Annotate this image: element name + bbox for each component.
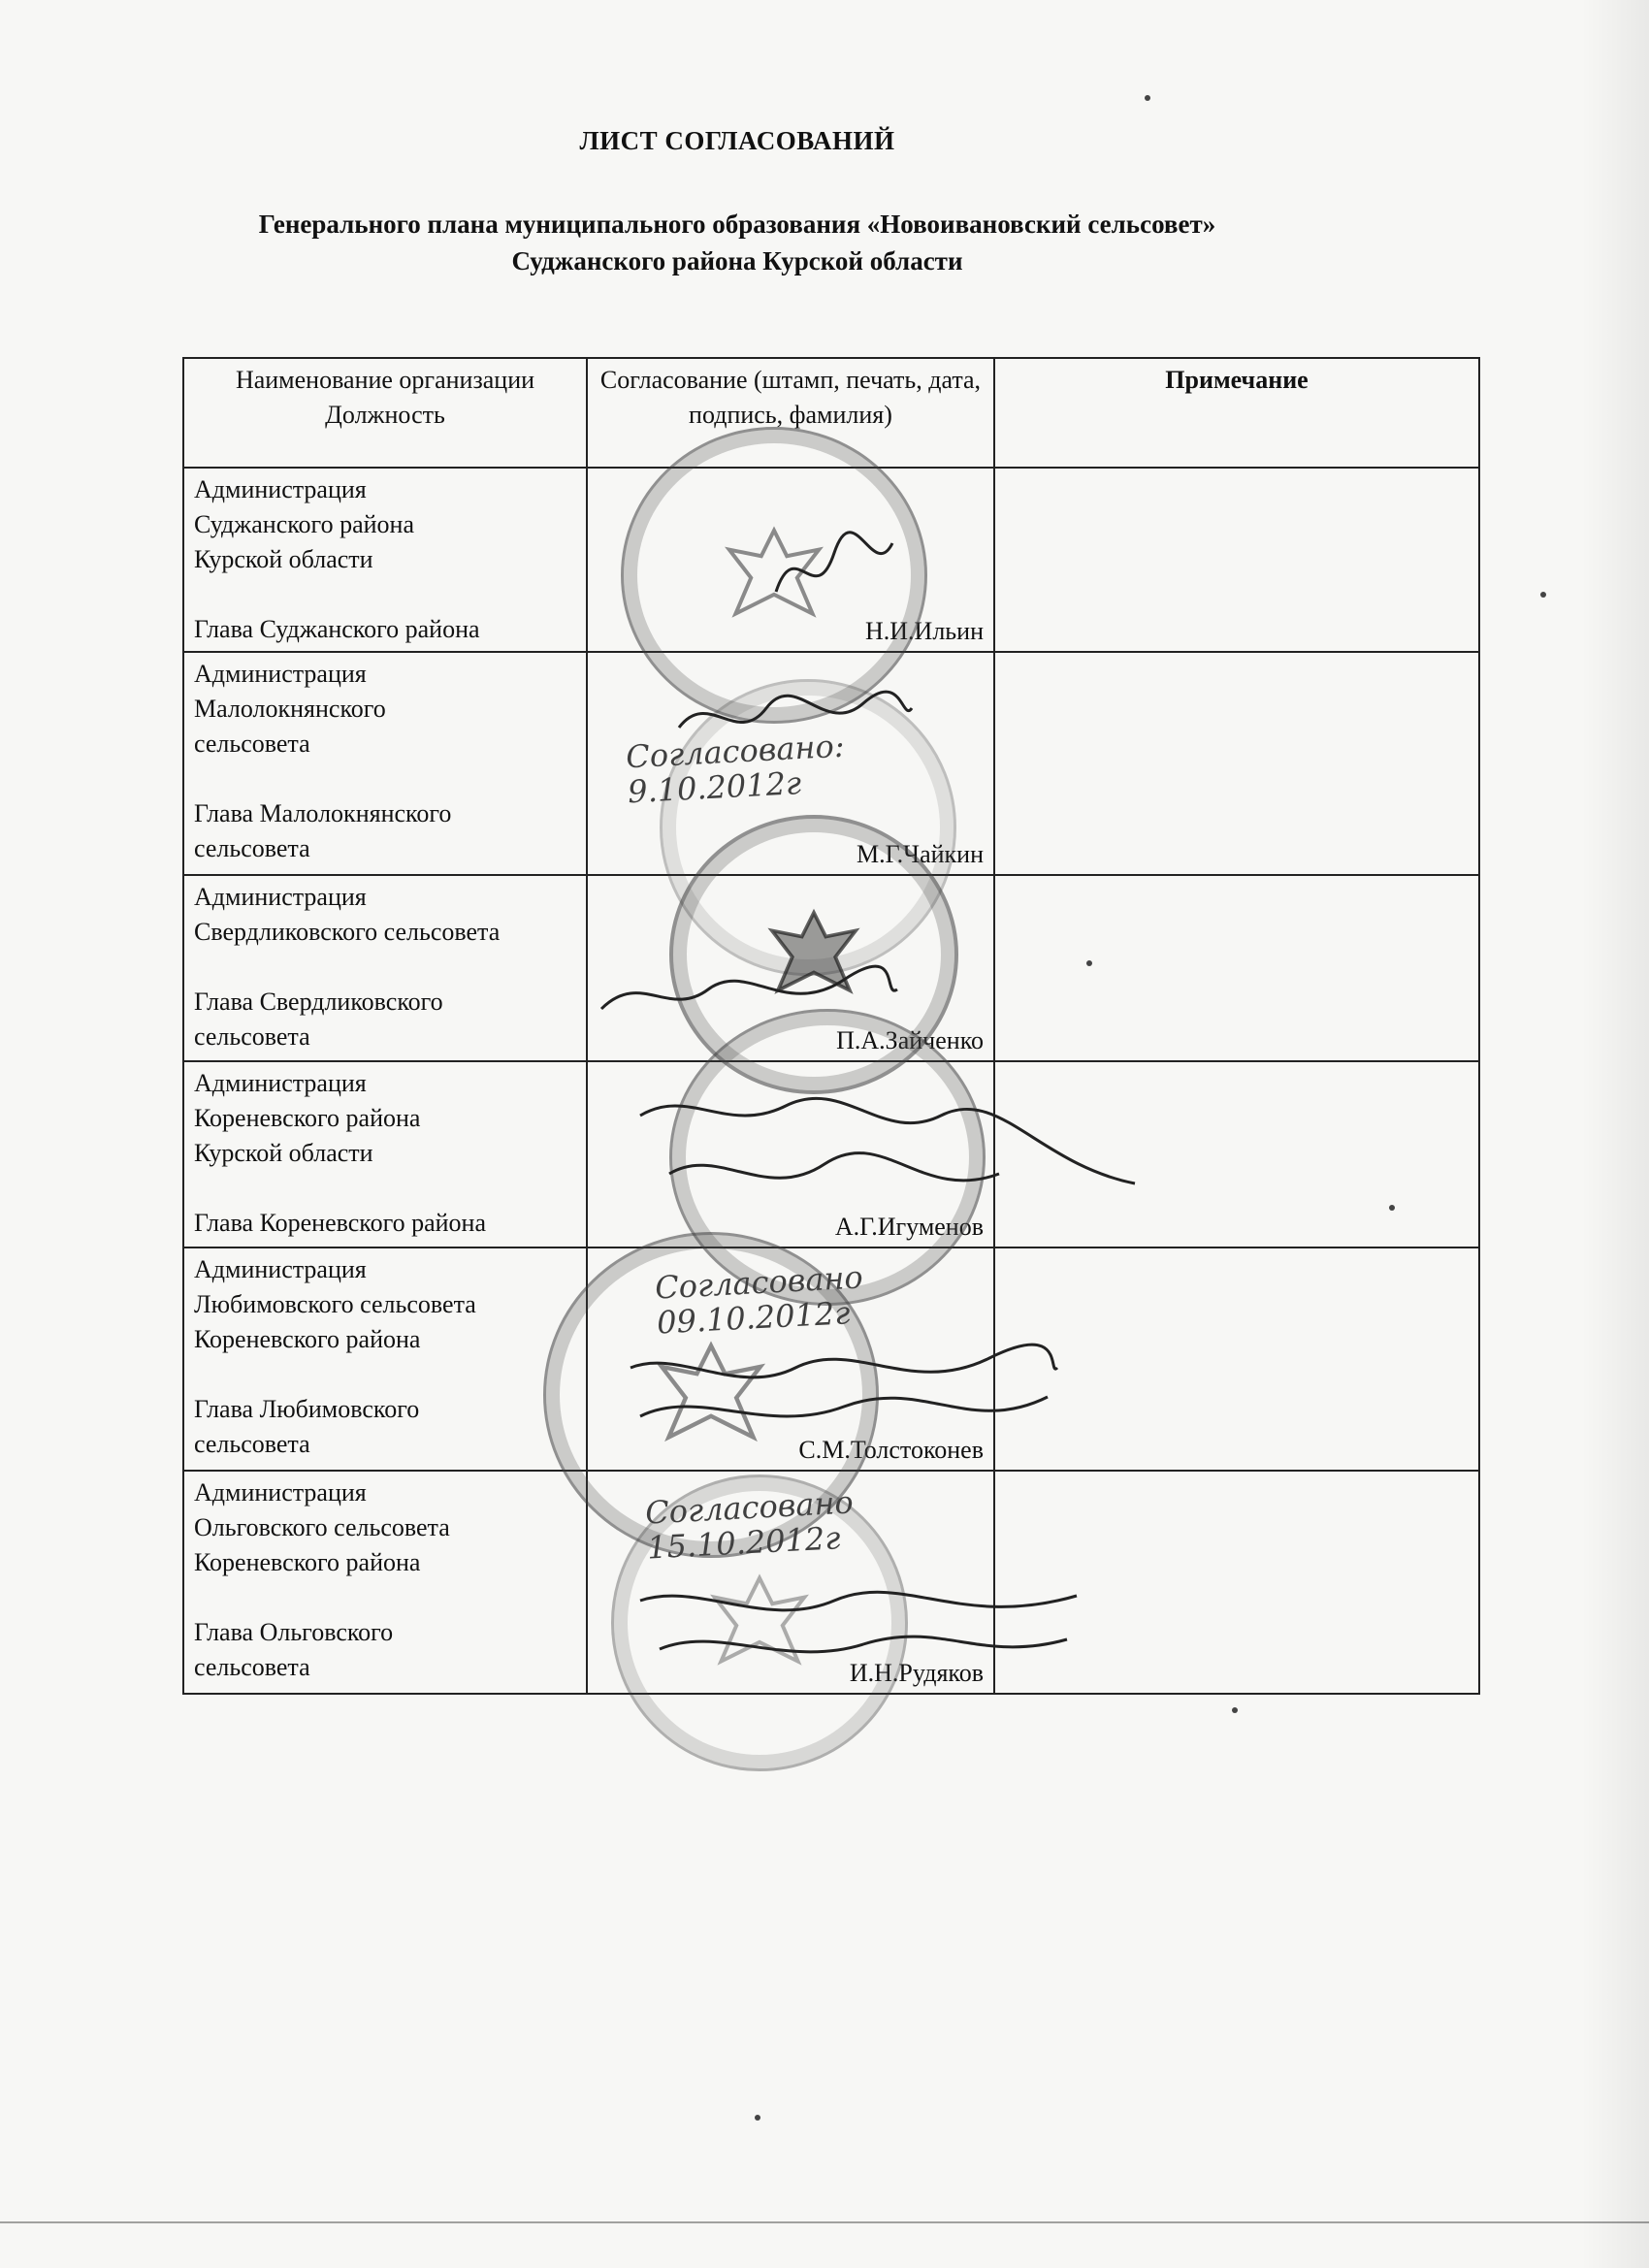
table-row: [183, 468, 1479, 652]
organization-cell: [183, 1247, 587, 1471]
handwritten-approval: Согласовано 15.10.2012г: [644, 1483, 855, 1567]
scan-speck: [755, 2115, 760, 2121]
organization-cell: [183, 652, 587, 875]
organization-name: Администрация Ольговского сельсовета Кореневского района: [194, 1478, 450, 1576]
signer-name: А.Г.Игуменов: [834, 1213, 984, 1241]
approval-cell: [587, 652, 994, 875]
organization-name: Администрация Кореневского района Курской области: [194, 1069, 421, 1167]
scan-speck: [1389, 1205, 1395, 1211]
handwritten-approval: Согласовано 09.10.2012г: [654, 1258, 864, 1342]
organization-name: Администрация Свердликовского сельсовета: [194, 883, 501, 946]
approval-cell: [587, 875, 994, 1061]
header-note: Примечание: [994, 358, 1479, 468]
scan-speck: [1232, 1707, 1238, 1713]
organization-name: Администрация Любимовского сельсовета Кореневского района: [194, 1255, 476, 1353]
note-cell: [994, 1471, 1479, 1694]
signer-name: И.Н.Рудяков: [849, 1659, 984, 1687]
position-title: Глава Свердликовского сельсовета: [194, 988, 443, 1051]
note-cell: [994, 875, 1479, 1061]
document-title: ЛИСТ СОГЛАСОВАНИЙ: [579, 126, 895, 155]
organization-name: Администрация Малолокнянского сельсовета: [194, 660, 386, 758]
note-cell: [994, 652, 1479, 875]
subtitle-line-2: Суджанского района Курской области: [511, 246, 963, 275]
scan-speck: [1086, 960, 1092, 966]
position-title: Глава Ольговского сельсовета: [194, 1618, 394, 1681]
table-header-row: [183, 358, 1479, 468]
scan-speck: [1540, 592, 1546, 598]
signer-name: М.Г.Чайкин: [856, 840, 984, 868]
position-title: Глава Кореневского района: [194, 1209, 487, 1237]
table-row: [183, 652, 1479, 875]
scan-speck: [1145, 95, 1150, 101]
organization-cell: [183, 875, 587, 1061]
position-title: Глава Малолокнянского сельсовета: [194, 799, 452, 862]
table-row: [183, 1061, 1479, 1247]
approval-cell: [587, 1061, 994, 1247]
organization-cell: [183, 1061, 587, 1247]
position-title: Глава Суджанского района: [194, 615, 480, 643]
approval-cell: [587, 1247, 994, 1471]
note-cell: [994, 468, 1479, 652]
organization-name: Администрация Суджанского района Курской области: [194, 475, 414, 573]
approval-cell: [587, 1471, 994, 1694]
table-row: [183, 875, 1479, 1061]
note-cell: [994, 1247, 1479, 1471]
table-row: [183, 1247, 1479, 1471]
signer-name: Н.И.Ильин: [865, 617, 984, 645]
signer-name: П.А.Зайченко: [836, 1026, 984, 1054]
scan-edge-shadow: [1581, 0, 1649, 2268]
approval-table: [182, 357, 1480, 1695]
position-title: Глава Любимовского сельсовета: [194, 1395, 420, 1458]
organization-cell: [183, 468, 587, 652]
signer-name: С.М.Толстоконев: [798, 1436, 984, 1464]
approval-cell: [587, 468, 994, 652]
document-subtitle: [0, 206, 1474, 279]
header-approval: Согласование (штамп, печать, дата, подпись, фамилия): [587, 358, 994, 468]
handwritten-approval: Согласовано: 9.10.2012г: [625, 727, 846, 811]
table-row: [183, 1471, 1479, 1694]
subtitle-line-1: Генерального плана муниципального образования «Новоивановский сельсовет»: [258, 210, 1216, 239]
organization-cell: [183, 1471, 587, 1694]
header-organization: Наименование организации Должность: [183, 358, 587, 468]
note-cell: [994, 1061, 1479, 1247]
scan-bottom-edge: [0, 2221, 1649, 2223]
